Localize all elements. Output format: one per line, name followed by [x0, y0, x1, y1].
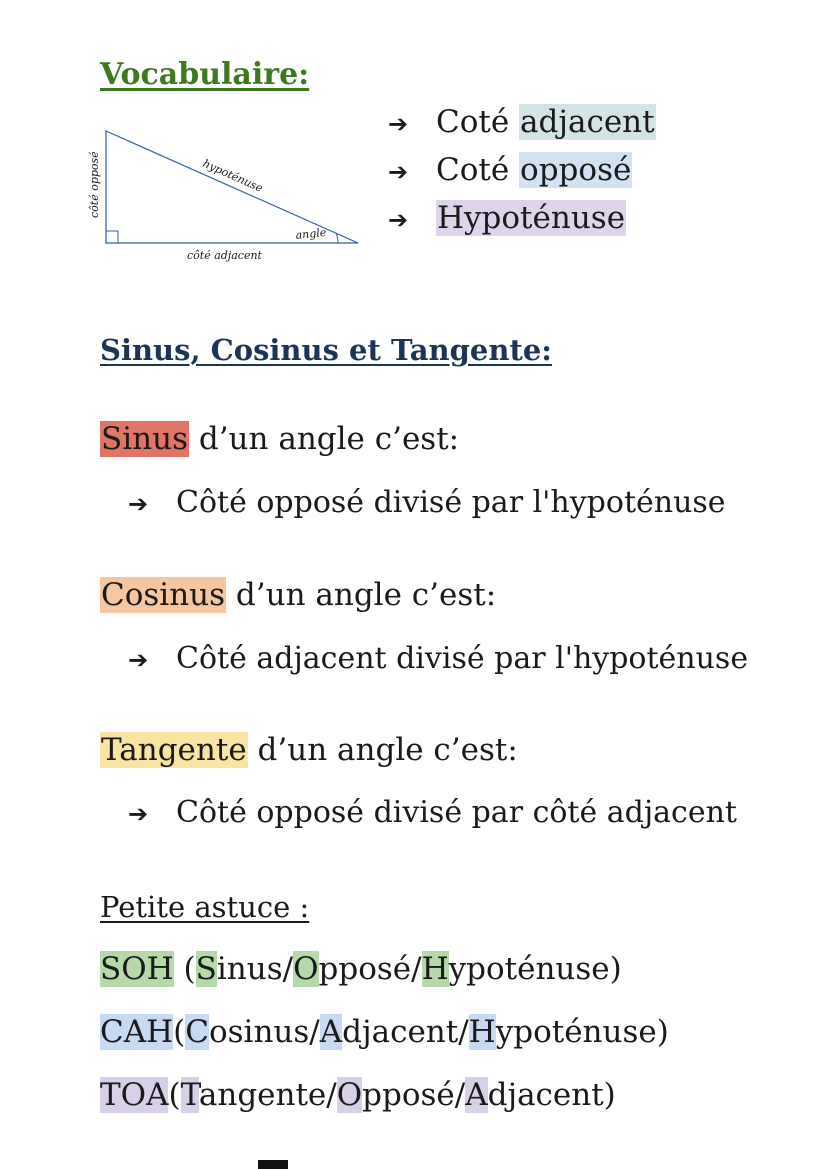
toa-word-3: djacent)	[487, 1077, 616, 1113]
sinus-rest: d’un angle c’est:	[189, 421, 460, 457]
sinus-definition	[128, 485, 726, 520]
toa-word-1: angente/	[198, 1077, 337, 1113]
right-angle-marker	[106, 231, 118, 243]
vocabulary-heading: Vocabulaire:	[100, 57, 310, 92]
toa-letter-a: A	[465, 1077, 488, 1113]
cosinus-definition	[128, 641, 748, 676]
vocab-item-hypotenuse	[388, 198, 656, 240]
trig-heading: Sinus, Cosinus et Tangente:	[100, 333, 552, 367]
vocab-term: opposé	[520, 152, 632, 188]
vocabulary-list	[388, 102, 656, 240]
arrow-icon: ➔	[128, 490, 149, 518]
tangente-definition-text: Côté opposé divisé par côté adjacent	[176, 795, 737, 830]
cosinus-term: Cosinus	[101, 577, 226, 613]
cah-letter-c: C	[185, 1014, 209, 1050]
cah-acronym: CAH	[100, 1014, 174, 1050]
arrow-icon: ➔	[128, 646, 149, 674]
arrow-icon: ➔	[128, 800, 149, 828]
cosinus-line	[100, 577, 496, 613]
soh-letter-h: H	[421, 951, 449, 987]
toa-line	[100, 1077, 616, 1113]
tangente-definition	[128, 795, 737, 830]
vocab-term: Hypoténuse	[437, 200, 626, 236]
soh-line	[100, 951, 622, 987]
arrow-icon: ➔	[388, 206, 409, 234]
vocab-prefix: Coté	[436, 104, 520, 140]
soh-word-1: inus/	[216, 951, 294, 987]
sinus-line	[100, 421, 459, 457]
cah-word-2: djacent/	[342, 1014, 469, 1050]
cah-line	[100, 1014, 669, 1050]
vocab-prefix: Coté	[436, 152, 520, 188]
soh-acronym: SOH	[100, 951, 174, 987]
tip-heading: Petite astuce :	[100, 890, 310, 924]
angle-label: angle	[294, 225, 327, 242]
toa-word-2: pposé/	[362, 1077, 466, 1113]
page-footer-mark	[258, 1160, 288, 1169]
cah-word-3: ypoténuse)	[495, 1014, 669, 1050]
tangente-line	[100, 732, 518, 768]
vocab-item-opposite	[388, 150, 656, 192]
sinus-definition-text: Côté opposé divisé par l'hypoténuse	[176, 485, 726, 520]
toa-letter-o: O	[336, 1077, 363, 1113]
cah-open: (	[173, 1014, 186, 1050]
toa-open: (	[168, 1077, 181, 1113]
soh-letter-o: O	[293, 951, 319, 987]
vocab-term: adjacent	[520, 104, 655, 140]
soh-open: (	[173, 951, 196, 987]
opposite-side-label: côté opposé	[88, 151, 101, 218]
adjacent-side-label: côté adjacent	[187, 249, 262, 262]
right-triangle-diagram	[80, 122, 370, 267]
toa-acronym: TOA	[100, 1077, 169, 1113]
cah-letter-a: A	[319, 1014, 343, 1050]
cosinus-rest: d’un angle c’est:	[226, 577, 497, 613]
toa-letter-t: T	[180, 1077, 199, 1113]
arrow-icon: ➔	[388, 110, 409, 138]
soh-letter-s: S	[195, 951, 217, 987]
sinus-term: Sinus	[101, 421, 188, 457]
tangente-rest: d’un angle c’est:	[247, 732, 518, 768]
arrow-icon: ➔	[388, 158, 409, 186]
cah-word-1: osinus/	[208, 1014, 320, 1050]
hypotenuse-label: hypoténuse	[200, 156, 265, 195]
soh-word-2: pposé/	[318, 951, 422, 987]
vocab-item-adjacent	[388, 102, 656, 144]
tangente-term: Tangente	[101, 732, 247, 768]
soh-word-3: ypoténuse)	[448, 951, 622, 987]
cah-letter-h: H	[468, 1014, 496, 1050]
cosinus-definition-text: Côté adjacent divisé par l'hypoténuse	[176, 641, 749, 676]
